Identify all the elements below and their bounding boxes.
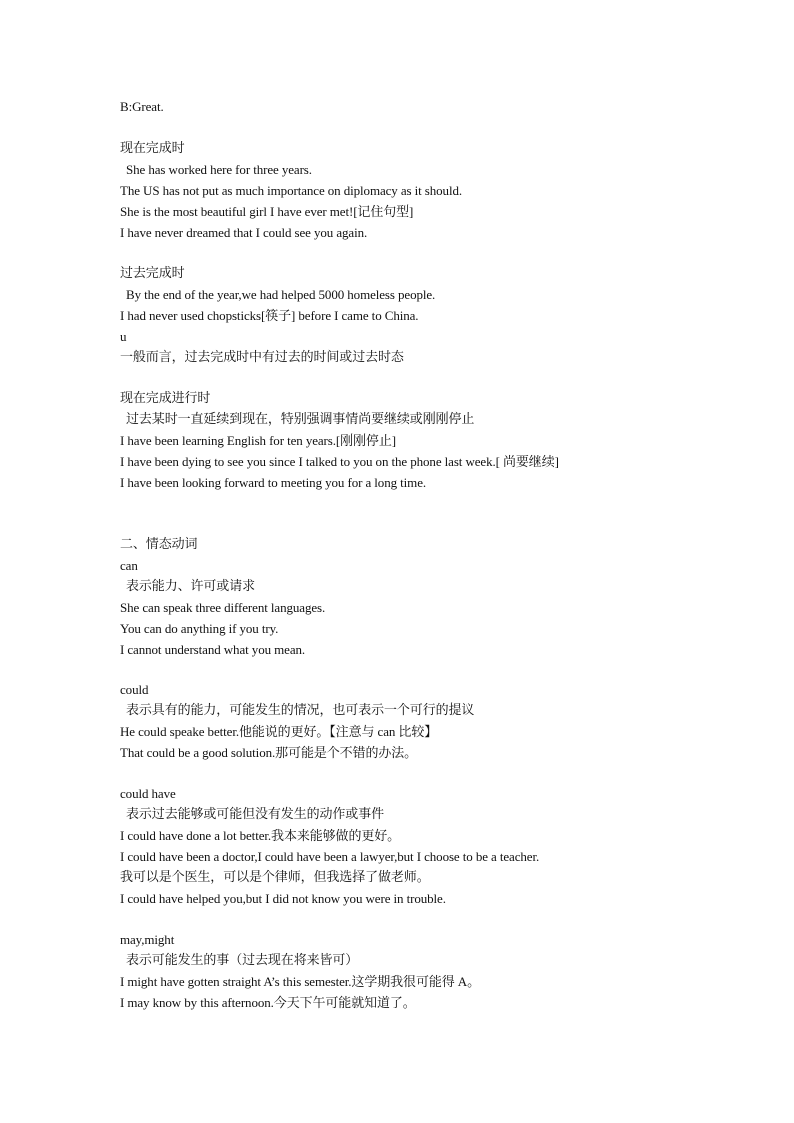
section-heading-present-perfect: 现在完成时 [120,141,185,156]
modal-word-could-have: could have [120,786,176,801]
example-line: I might have gotten straight A’s this semester.这学期我很可能得 A。 [120,974,480,989]
note-line: 表示具有的能力，可能发生的情况，也可表示一个可行的提议 [126,703,475,718]
note-line: 表示过去能够或可能但没有发生的动作或事件 [126,807,385,822]
example-line: I have been looking forward to meeting you for a long time. [120,475,427,490]
example-line: She can speak three different languages. [120,600,326,615]
example-line: The US has not put as much importance on diplomacy as it should. [120,183,463,198]
example-line: I have been dying to see you since I talked to you on the phone last week.[ 尚要继续] [120,454,559,469]
example-line: I have never dreamed that I could see you again. [120,225,368,240]
example-line: By the end of the year,we had helped 5000 homeless people. [126,287,436,302]
note-line: 表示能力、许可或请求 [126,579,256,594]
note-line: 一般而言，过去完成时中有过去的时间或过去时态 [120,350,404,365]
translation-line: 我可以是个医生，可以是个律师，但我选择了做老师。 [120,870,430,885]
example-line: I have been learning English for ten years.[刚刚停止] [120,433,396,448]
example-line: I had never used chopsticks[筷子] before I came to China. [120,308,419,323]
example-line: I could have done a lot better.我本来能够做的更好。 [120,828,401,843]
section-heading-past-perfect: 过去完成时 [120,266,185,281]
modal-word-can: can [120,558,138,573]
section-heading-present-perfect-continuous: 现在完成进行时 [120,391,211,406]
note-line: 表示可能发生的事（过去现在将来皆可） [126,953,359,968]
dialogue-line: B:Great. [120,99,164,114]
example-line: That could be a good solution.那可能是个不错的办法。 [120,745,418,760]
example-line: She is the most beautiful girl I have ever met![记住句型] [120,204,414,219]
example-line: You can do anything if you try. [120,621,279,636]
example-line: He could speake better.他能说的更好。【注意与 can 比较】 [120,724,438,739]
bullet-marker: u [120,329,127,344]
note-line: 过去某时一直延续到现在，特别强调事情尚要继续或刚刚停止 [126,412,475,427]
section-heading-modal-verbs: 二、情态动词 [120,537,198,552]
example-line: I could have been a doctor,I could have been a lawyer,but I choose to be a teacher. [120,849,540,864]
example-line: I could have helped you,but I did not know you were in trouble. [120,891,446,906]
example-line: She has worked here for three years. [126,162,312,177]
example-line: I cannot understand what you mean. [120,642,306,657]
example-line: I may know by this afternoon.今天下午可能就知道了。 [120,995,416,1010]
modal-word-could: could [120,682,149,697]
modal-word-may-might: may,might [120,932,175,947]
